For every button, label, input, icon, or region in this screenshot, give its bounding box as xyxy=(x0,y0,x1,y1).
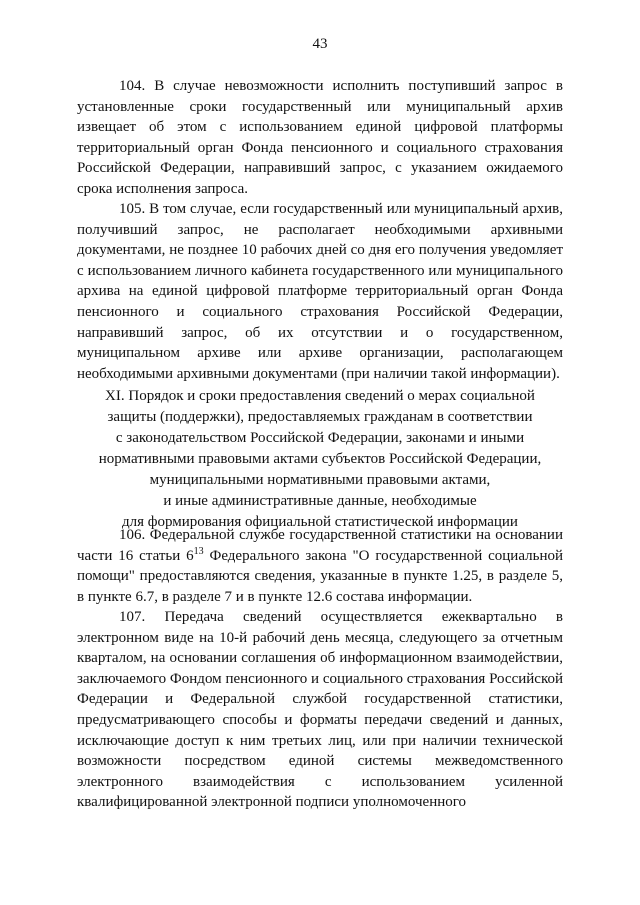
paragraph-107: 107. Передача сведений осуществляется ежеквартально в электронном виде на 10-й рабочий день месяца, следующего за отчетным кварталом, на основании соглашения об информационном взаимодействии, заключаемого Фондом пенсионного и социального страхования Российской Федерации и Федеральной службой государственной статистики, предусматривающего способы и форматы передачи сведений и данных, исключающие доступ к ним третьих лиц, или при наличии технической возможности посредством единой системы межведомственного электронного взаимодействия с использованием усиленной квалифицированной электронной подписи уполномоченного xyxy=(77,609,563,811)
section-heading-line: и иные административные данные, необходимые xyxy=(163,493,477,509)
paragraph-106-text: 106. Федеральной службе государственной статистики на основании части 16 статьи 6 xyxy=(77,527,563,564)
paragraph-104: 104. В случае невозможности исполнить поступивший запрос в установленные сроки государственный или муниципальный архив извещает об этом с использованием единой цифровой платформы территориальный орган Фонда пенсионного и социального страхования Российской Федерации, направивший запрос, с указанием ожидаемого срока исполнения запроса. xyxy=(77,78,563,197)
page-number: 43 xyxy=(312,36,328,52)
section-heading-line: муниципальными нормативными правовыми актами, xyxy=(149,472,491,488)
paragraph-105: 105. В том случае, если государственный или муниципальный архив, получивший запрос, не располагает необходимыми архивными документами, не позднее 10 рабочих дней со дня его получения уведомляет с использованием личного кабинета государственного или муниципального архива на единой цифровой платформе территориальный орган Фонда пенсионного и социального страхования Российской Федерации, направивший запрос, об их отсутствии и о государственном, муниципальном архиве или архиве организации, располагающем необходимыми архивными документами (при наличии такой информации). xyxy=(77,201,563,382)
footnote-reference: 13 xyxy=(193,545,204,557)
paragraph-106 xyxy=(77,525,563,607)
section-heading-line: нормативными правовыми актами субъектов Российской Федерации, xyxy=(98,451,542,467)
section-heading-line: для формирования официальной статистической информации xyxy=(122,514,518,530)
paragraph-106-text-cont: Федерального закона "О государственной социальной помощи" предоставляются сведения, указанные в пункте 1.25, в разделе 5, в пункте 6.7, в разделе 7 и в пункте 12.6 состава информации. xyxy=(77,547,563,605)
section-heading-line: с законодательством Российской Федерации, законами и иными xyxy=(115,430,525,446)
section-heading-line: XI. Порядок и сроки предоставления сведений о мерах социальной xyxy=(105,388,535,404)
section-heading-line: защиты (поддержки), предоставляемых гражданам в соответствии xyxy=(107,409,533,425)
section-heading-xi xyxy=(60,386,580,533)
